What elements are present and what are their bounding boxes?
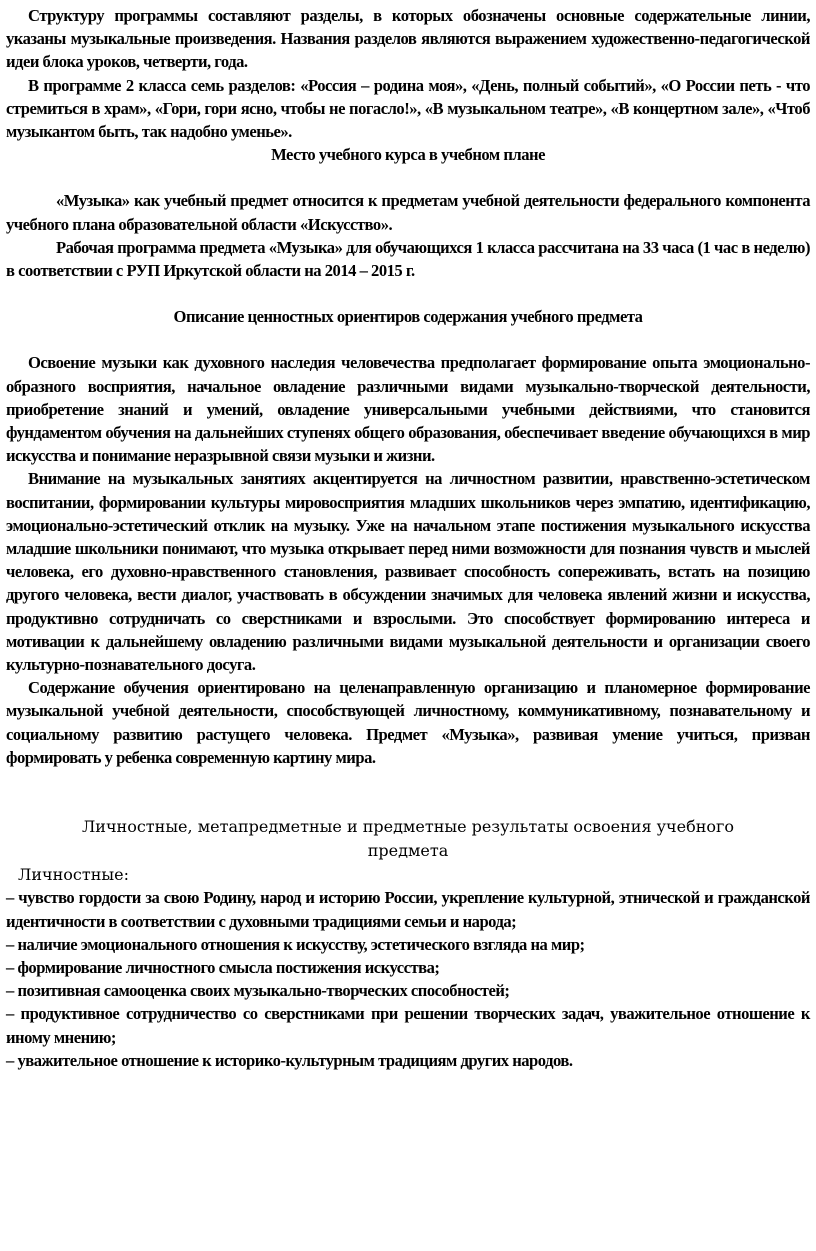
heading-personal: Личностные: [18, 865, 129, 885]
list-item: – формирование личностного смысла постижения искусства; [6, 957, 440, 977]
paragraph-music-mastery: Освоение музыки как духовного наследия человечества предполагает формирование опыта эмоционально-образного восприятия, начальное овладение различными видами музыкально-творческой деятельности, приобретение знаний и умений, овладение универсальными учебными действиями, что становится фундаментом обучения на дальнейших ступенях общего образования, обеспечивает введение обучающихся в мир искусства и понимание неразрывной связи музыки и жизни. [6, 353, 810, 466]
list-item: – чувство гордости за свою Родину, народ и историю России, укрепление культурной, этнической и гражданской идентичности в соответствии с духовными традициями семьи и народа; [6, 888, 810, 931]
list-item: – уважительное отношение к историко-культурным традициям других народов. [6, 1050, 573, 1070]
list-item: – продуктивное сотрудничество со сверстниками при решении творческих задач, уважительное отношение к иному мнению; [6, 1004, 810, 1047]
list-item: – позитивная самооценка своих музыкально-творческих способностей; [6, 981, 510, 1001]
spacer [6, 769, 810, 815]
heading-value-orientations: Описание ценностных ориентиров содержания учебного предмета [173, 307, 643, 327]
paragraph-attention: Внимание на музыкальных занятиях акцентируется на личностном развитии, нравственно-эстетическом воспитании, формировании культуры мировосприятия младших школьников через эмпатию, идентификацию, эмоционально-эстетический отклик на музыку. Уже на начальном этапе постижения музыкального искусства младшие школьники понимают, что музыка открывает перед ними возможности для познания чувств и мыслей человека, его духовно-нравственного становления, развивает способность сопереживать, встать на позицию другого человека, вести диалог, участвовать в обсуждении значимых для человека явлений жизни и искусства, продуктивно сотрудничать со сверстниками и взрослыми. Это способствует формированию интереса и мотивации к дальнейшему овладению различными видами музыкальной деятельности и организации своего культурно-познавательного досуга. [6, 469, 810, 675]
paragraph-sections: В программе 2 класса семь разделов: «Россия – родина моя», «День, полный событий», «О России петь - что стремиться в храм», «Гори, гори ясно, чтобы не погасло!», «В музыкальном театре», «В концертном зале», «Чтоб музыкантом быть, так надобно уменье». [6, 75, 810, 142]
list-item: – наличие эмоционального отношения к искусству, эстетического взгляда на мир; [6, 934, 585, 954]
heading-course-place: Место учебного курса в учебном плане [271, 145, 545, 165]
paragraph-structure: Структуру программы составляют разделы, в которых обозначены основные содержательные линии, указаны музыкальные произведения. Названия разделов являются выражением художественно-педагогической идеи блока уроков, четверти, года. [6, 6, 810, 72]
paragraph-content: Содержание обучения ориентировано на целенаправленную организацию и планомерное формирование музыкальной учебной деятельности, способствующей личностному, коммуникативному, познавательному и социальному развитию растущего человека. Предмет «Музыка», развивая умение учиться, призван формировать у ребенка современную картину мира. [6, 678, 810, 767]
spacer [6, 282, 810, 305]
paragraph-subject: «Музыка» как учебный предмет относится к предметам учебной деятельности федерального компонента учебного плана образовательной области «Искусство». [6, 191, 810, 234]
heading-results: Личностные, метапредметные и предметные результаты освоения учебного предмета [81, 817, 735, 861]
spacer [6, 328, 810, 351]
spacer [6, 166, 810, 189]
paragraph-program-hours: Рабочая программа предмета «Музыка» для обучающихся 1 класса рассчитана на 33 часа (1 час в неделю) в соответствии с РУП Иркутской области на 2014 – 2015 г. [6, 237, 810, 281]
